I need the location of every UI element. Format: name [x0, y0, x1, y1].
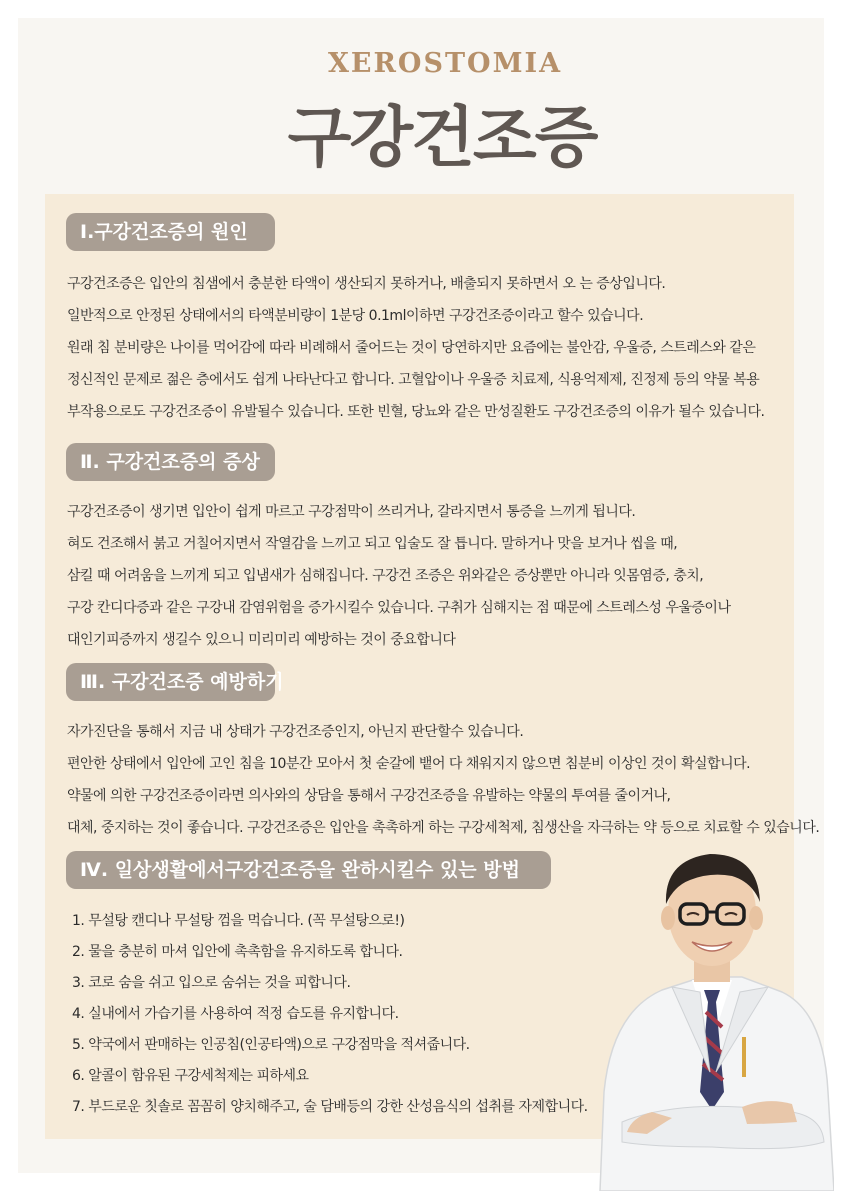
list-item: 4. 실내에서 가습기를 사용하여 적정 습도를 유지합니다. — [72, 1006, 399, 1022]
section-heading-daily-tips: Ⅳ. 일상생활에서구강건조증을 완하시킬수 있는 방법 — [66, 851, 551, 889]
section-heading-prevention: Ⅲ. 구강건조증 예방하기 — [66, 663, 275, 701]
section-body-symptoms — [67, 496, 807, 656]
english-title: XEROSTOMIA — [327, 48, 563, 79]
list-item: 6. 알콜이 함유된 구강세척제는 피하세요 — [72, 1068, 309, 1084]
korean-title: 구강건조증 — [287, 99, 597, 176]
tips-list — [72, 906, 592, 1123]
body-line: 구강 칸디다증과 같은 구강내 감염위험을 증가시킬수 있습니다. 구취가 심해지는 점 때문에 스트레스성 우울증이나 — [67, 600, 731, 616]
doctor-photo — [592, 842, 834, 1191]
body-line: 구강건조증이 생기면 입안이 쉽게 마르고 구강점막이 쓰리거나, 갈라지면서 통증을 느끼게 됩니다. — [67, 504, 636, 520]
body-line: 삼킬 때 어려움을 느끼게 되고 입냄새가 심해집니다. 구강건 조증은 위와같은 증상뿐만 아니라 잇몸염증, 충치, — [67, 568, 704, 584]
list-item: 3. 코로 숨을 쉬고 입으로 숨쉬는 것을 피합니다. — [72, 975, 351, 991]
body-line: 혀도 건조해서 붉고 거칠어지면서 작열감을 느끼고 되고 입술도 잘 틉니다. 말하거나 맛을 보거나 씹을 때, — [67, 536, 678, 552]
body-line: 원래 침 분비량은 나이를 먹어감에 따라 비례해서 줄어드는 것이 당연하지만 요즘에는 불안감, 우울증, 스트레스와 같은 — [67, 340, 756, 356]
body-line: 자가진단을 통해서 지금 내 상태가 구강건조증인지, 아닌지 판단할수 있습니다. — [67, 724, 524, 740]
body-line: 대인기피증까지 생길수 있으니 미리미리 예방하는 것이 중요합니다 — [67, 632, 456, 648]
section-body-causes — [67, 268, 807, 428]
body-line: 편안한 상태에서 입안에 고인 침을 10분간 모아서 첫 숟갈에 뱉어 다 채워지지 않으면 침분비 이상인 것이 확실합니다. — [67, 756, 751, 772]
section-heading-symptoms: Ⅱ. 구강건조증의 증상 — [66, 443, 275, 481]
body-line: 정신적인 문제로 젊은 층에서도 쉽게 나타난다고 합니다. 고혈압이나 우울증 치료제, 식용억제제, 진정제 등의 약물 복용 — [67, 372, 760, 388]
section-heading-causes: Ⅰ.구강건조증의 원인 — [66, 213, 275, 251]
list-item: 7. 부드로운 칫솔로 꼼꼼히 양치해주고, 술 담배등의 강한 산성음식의 섭취를 자제합니다. — [72, 1099, 588, 1115]
list-item: 2. 물을 충분히 마셔 입안에 촉촉함을 유지하도록 합니다. — [72, 944, 403, 960]
body-line: 대체, 중지하는 것이 좋습니다. 구강건조증은 입안을 촉촉하게 하는 구강세척제, 침생산을 자극하는 약 등으로 치료할 수 있습니다. — [67, 820, 820, 836]
body-line: 부작용으로도 구강건조증이 유발될수 있습니다. 또한 빈혈, 당뇨와 같은 만성질환도 구강건조증의 이유가 될수 있습니다. — [67, 404, 765, 420]
body-line: 일반적으로 안정된 상태에서의 타액분비량이 1분당 0.1ml이하면 구강건조증이라고 할수 있습니다. — [67, 308, 644, 324]
body-line: 약물에 의한 구강건조증이라면 의사와의 상담을 통해서 구강건조증을 유발하는 약물의 투여를 줄이거나, — [67, 788, 671, 804]
list-item: 5. 약국에서 판매하는 인공침(인공타액)으로 구강점막을 적셔줍니다. — [72, 1037, 470, 1053]
list-item: 1. 무설탕 캔디나 무설탕 껌을 먹습니다. (꼭 무설탕으로!) — [72, 913, 405, 929]
section-body-prevention — [67, 716, 820, 844]
body-line: 구강건조증은 입안의 침샘에서 충분한 타액이 생산되지 못하거나, 배출되지 못하면서 오 는 증상입니다. — [67, 276, 666, 292]
